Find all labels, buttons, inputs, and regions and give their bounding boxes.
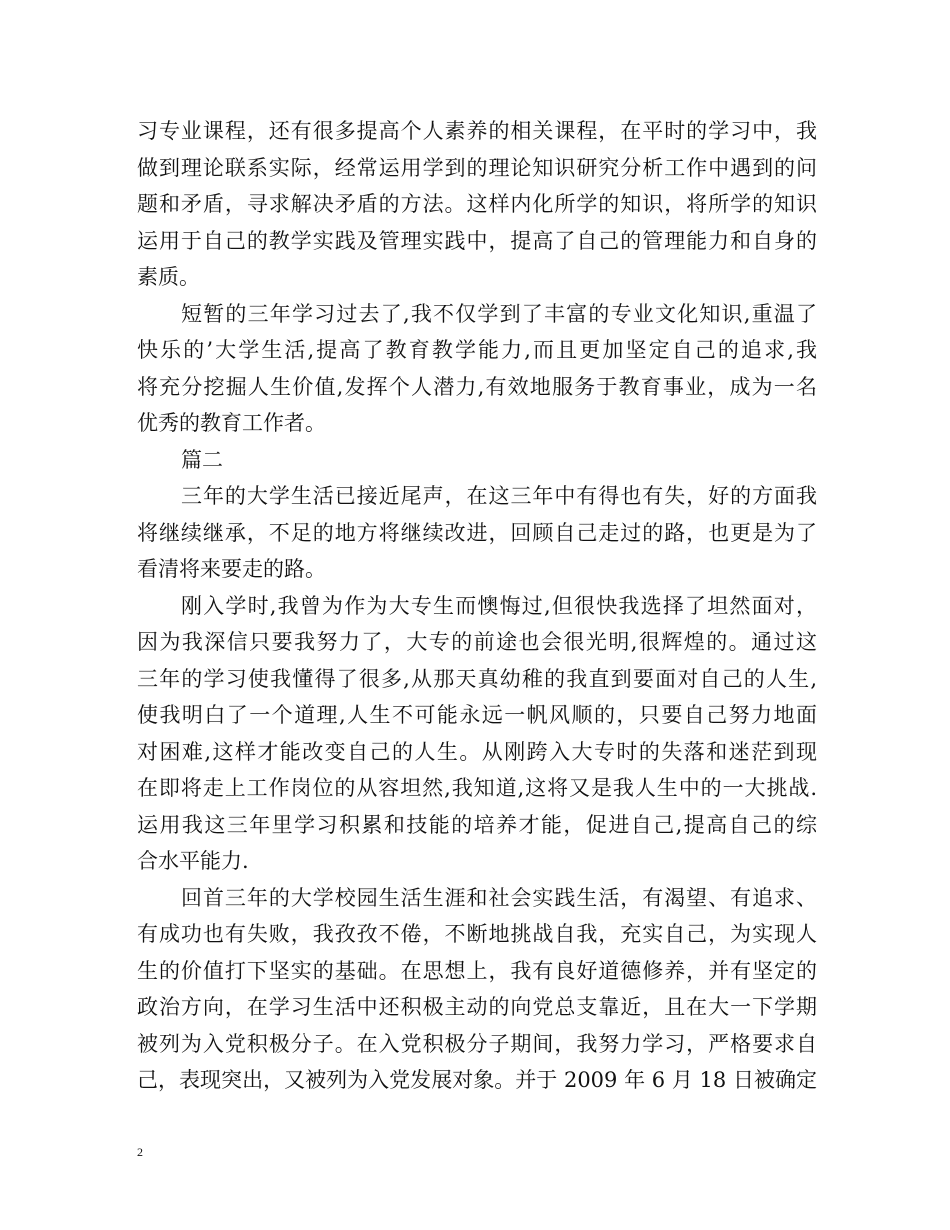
text-line-4: 运用于自己的教学实践及管理实践中，提高了自己的管理能力和自身的	[137, 228, 817, 253]
text-line-21: 合水平能力.	[137, 849, 249, 873]
text-line-5: 素质。	[137, 265, 200, 289]
text-line-25: 政治方向，在学习生活中还积极主动的向党总支靠近，且在大一下学期	[137, 995, 817, 1019]
text-line-11: 三年的大学生活已接近尾声，在这三年中有得也有失，好的方面我	[181, 484, 817, 508]
text-line-24: 生的价值打下坚实的基础。在思想上，我有良好道德修养，并有坚定的	[137, 958, 817, 983]
text-line-8: 将充分挖掘人生价值,发挥个人潜力,有效地服务于教育事业，成为一名	[137, 374, 817, 399]
text-line-23: 有成功也有失败，我孜孜不倦，不断地挑战自我，充实自己，为实现人	[137, 922, 817, 946]
text-line-27: 己，表现突出，又被列为入党发展对象。并于 2009 年 6 月 18 日被确定	[137, 1068, 817, 1092]
text-line-3: 题和矛盾，寻求解决矛盾的方法。这样内化所学的知识，将所学的知识	[137, 192, 817, 216]
text-line-19: 在即将走上工作岗位的从容坦然,我知道,这将又是我人生中的一大挑战.	[137, 776, 817, 800]
text-line-15: 因为我深信只要我努力了，大专的前途也会很光明,很辉煌的。通过这	[137, 630, 817, 654]
body-text	[137, 113, 817, 1099]
text-line-16: 三年的学习使我懂得了很多,从那天真幼稚的我直到要面对自己的人生,	[137, 666, 817, 691]
text-line-20: 运用我这三年里学习积累和技能的培养才能，促进自己,提高自己的综	[137, 812, 817, 837]
text-line-26: 被列为入党积极分子。在入党积极分子期间，我努力学习，严格要求自	[137, 1031, 817, 1056]
text-line-6: 短暂的三年学习过去了,我不仅学到了丰富的专业文化知识,重温了	[181, 301, 817, 326]
text-line-9: 优秀的教育工作者。	[137, 411, 326, 435]
text-line-12: 将继续继承，不足的地方将继续改进，回顾自己走过的路，也更是为了	[137, 520, 817, 545]
text-line-22: 回首三年的大学校园生活生涯和社会实践生活，有渴望、有追求、	[181, 885, 817, 910]
text-line-14: 刚入学时,我曾为作为大专生而懊悔过,但很快我选择了坦然面对，	[181, 593, 817, 618]
text-line-2: 做到理论联系实际，经常运用学到的理论知识研究分析工作中遇到的问	[137, 155, 817, 180]
text-line-17: 使我明白了一个道理,人生不可能永远一帆风顺的，只要自己努力地面	[137, 703, 817, 727]
text-line-7: 快乐的’大学生活,提高了教育教学能力,而且更加坚定自己的追求,我	[137, 338, 817, 362]
text-line-1: 习专业课程，还有很多提高个人素养的相关课程，在平时的学习中，我	[137, 119, 817, 143]
page-number: 2	[137, 1145, 143, 1159]
text-line-13: 看清将来要走的路。	[137, 557, 326, 581]
section-heading: 篇二	[181, 447, 223, 472]
text-line-18: 对困难,这样才能改变自己的人生。从刚跨入大专时的失落和迷茫到现	[137, 739, 817, 764]
